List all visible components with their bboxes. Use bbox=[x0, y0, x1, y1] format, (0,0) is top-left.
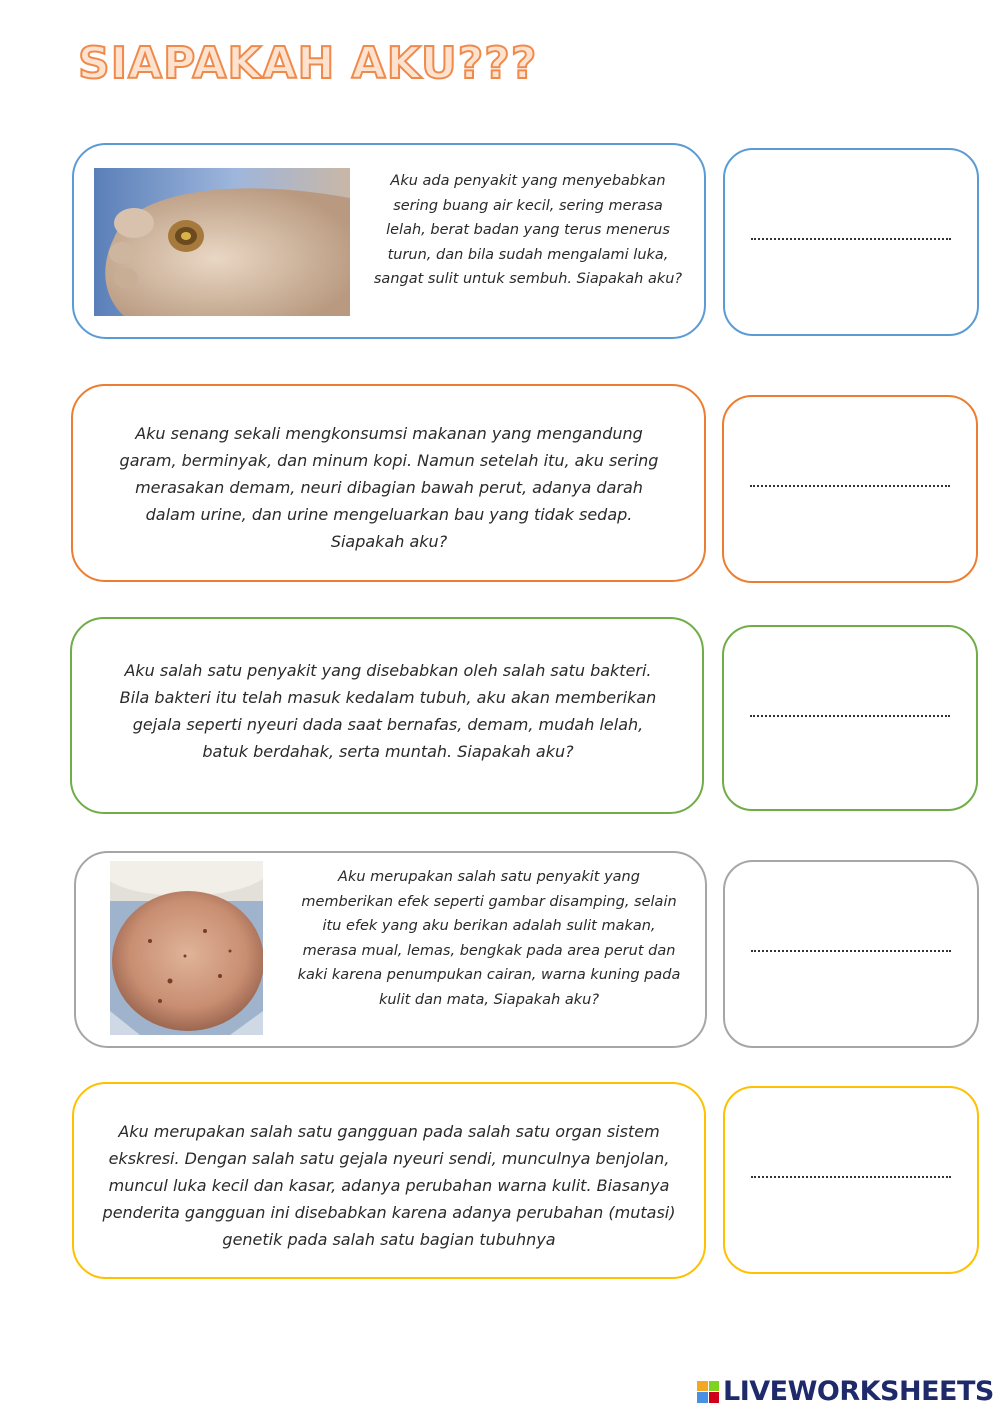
foot-wound-photo bbox=[94, 168, 350, 316]
answer-line-3[interactable] bbox=[750, 715, 950, 717]
liveworksheets-mark-icon bbox=[697, 1381, 719, 1403]
answer-line-5[interactable] bbox=[751, 1176, 951, 1178]
answer-box-4[interactable] bbox=[723, 860, 979, 1048]
answer-box-1[interactable] bbox=[723, 148, 979, 336]
answer-line-1[interactable] bbox=[751, 238, 951, 240]
question-text-1: Aku ada penyakit yang menyebabkan sering buang air kecil, sering merasa lelah, berat badan yang terus menerus turun, dan bila sudah mengalami luka, sangat sulit untuk sembuh. Siapakah aku? bbox=[373, 173, 683, 287]
answer-box-5[interactable] bbox=[723, 1086, 979, 1274]
question-text-2: Aku senang sekali mengkonsumsi makanan yang mengandung garam, berminyak, dan minum kopi. Namun setelah itu, aku sering merasakan demam, neuri dibagian bawah perut, adanya darah dalam urine, dan urine mengeluarkan bau yang tidak sedap. Siapakah aku? bbox=[119, 424, 659, 551]
question-text-3: Aku salah satu penyakit yang disebabkan oleh salah satu bakteri. Bila bakteri itu telah masuk kedalam tubuh, aku akan memberikan gejala seperti nyeuri dada saat bernafas, demam, mudah lelah, batuk berdahak, serta muntah. Siapakah aku? bbox=[119, 661, 657, 761]
question-card-1 bbox=[72, 143, 706, 339]
question-card-4 bbox=[74, 851, 707, 1048]
swollen-belly-photo bbox=[110, 861, 263, 1035]
answer-box-2[interactable] bbox=[722, 395, 978, 583]
question-card-2 bbox=[71, 384, 706, 582]
answer-box-3[interactable] bbox=[722, 625, 978, 811]
page-title: SIAPAKAH AKU??? bbox=[78, 38, 538, 89]
answer-line-4[interactable] bbox=[751, 950, 951, 952]
answer-line-2[interactable] bbox=[750, 485, 950, 487]
brand-text: LIVEWORKSHEETS bbox=[723, 1376, 994, 1407]
liveworksheets-logo bbox=[697, 1376, 994, 1407]
question-card-3 bbox=[70, 617, 704, 814]
question-text-5: Aku merupakan salah satu gangguan pada salah satu organ sistem ekskresi. Dengan salah satu gejala nyeuri sendi, munculnya benjolan, muncul luka kecil dan kasar, adanya perubahan warna kulit. Biasanya penderita gangguan ini disebabkan karena adanya perubahan (mutasi) genetik pada salah satu bagian tubuhnya bbox=[102, 1122, 676, 1249]
question-card-5 bbox=[72, 1082, 706, 1279]
question-text-4: Aku merupakan salah satu penyakit yang memberikan efek seperti gambar disamping, selain itu efek yang aku berikan adalah sulit makan, merasa mual, lemas, bengkak pada area perut dan kaki karena penumpukan cairan, warna kuning pada kulit dan mata, Siapakah aku? bbox=[297, 869, 681, 1008]
